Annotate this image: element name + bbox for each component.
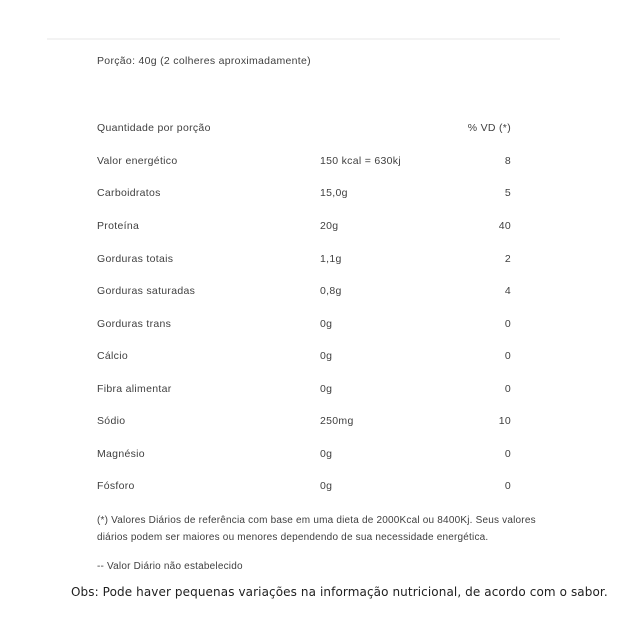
nutrient-amount: 250mg — [320, 415, 354, 428]
nutrient-amount: 150 kcal = 630kj — [320, 154, 401, 167]
table-row — [97, 177, 511, 210]
daily-values-footnote: (*) Valores Diários de referência com base em uma dieta de 2000Kcal ou 8400Kj. Seus valores diários podem ser maiores ou menores dependendo de sua necessidade energética. — [97, 515, 536, 543]
nutrient-vd: 4 — [504, 285, 511, 298]
nutrient-vd: 0 — [504, 382, 511, 395]
observation-note: Obs: Pode haver pequenas variações na informação nutricional, de acordo com o sabor. — [71, 585, 608, 599]
nutrient-vd: 0 — [504, 447, 511, 460]
nutrient-label: Gorduras totais — [97, 252, 174, 265]
serving-size-text: Porção: 40g (2 colheres aproximadamente) — [97, 55, 311, 67]
table-row — [97, 307, 511, 340]
nutrient-vd: 40 — [498, 219, 511, 232]
percent-vd-header: % VD (*) — [467, 122, 511, 135]
nutrient-amount: 0g — [320, 447, 333, 460]
daily-value-not-established-note: -- Valor Diário não estabelecido — [97, 561, 243, 572]
nutrient-amount: 20g — [320, 219, 339, 232]
nutrient-amount: 0,8g — [320, 285, 342, 298]
nutrient-label: Gorduras trans — [97, 317, 172, 330]
nutrient-vd: 0 — [504, 350, 511, 363]
nutrient-label: Gorduras saturadas — [97, 285, 196, 298]
nutrient-label: Sódio — [97, 415, 126, 428]
nutrient-vd: 5 — [504, 187, 511, 200]
table-row — [97, 340, 511, 373]
nutrient-label: Proteína — [97, 219, 140, 232]
nutrient-label: Valor energético — [97, 154, 178, 167]
quantity-per-serving-header: Quantidade por porção — [97, 122, 211, 135]
nutrient-label: Fibra alimentar — [97, 382, 172, 395]
nutrient-amount: 0g — [320, 382, 333, 395]
nutrient-label: Cálcio — [97, 350, 128, 363]
table-row — [97, 210, 511, 243]
table-row — [97, 242, 511, 275]
nutrient-amount: 0g — [320, 350, 333, 363]
nutrient-amount: 15,0g — [320, 187, 348, 200]
nutrient-vd: 2 — [504, 252, 511, 265]
table-header-row — [97, 112, 511, 145]
nutrition-table — [97, 112, 511, 503]
nutrient-amount: 0g — [320, 480, 333, 493]
nutrient-label: Magnésio — [97, 447, 145, 460]
table-body — [97, 145, 511, 503]
nutrient-vd: 0 — [504, 480, 511, 493]
nutrient-vd: 8 — [504, 154, 511, 167]
table-row — [97, 145, 511, 178]
table-row — [97, 405, 511, 438]
nutrient-label: Fósforo — [97, 480, 135, 493]
table-row — [97, 275, 511, 308]
nutrient-label: Carboidratos — [97, 187, 161, 200]
nutrient-amount: 1,1g — [320, 252, 342, 265]
nutrient-vd: 10 — [498, 415, 511, 428]
table-row — [97, 372, 511, 405]
table-row — [97, 438, 511, 471]
nutrient-vd: 0 — [504, 317, 511, 330]
top-divider — [47, 38, 560, 40]
nutrient-amount: 0g — [320, 317, 333, 330]
table-row — [97, 470, 511, 503]
